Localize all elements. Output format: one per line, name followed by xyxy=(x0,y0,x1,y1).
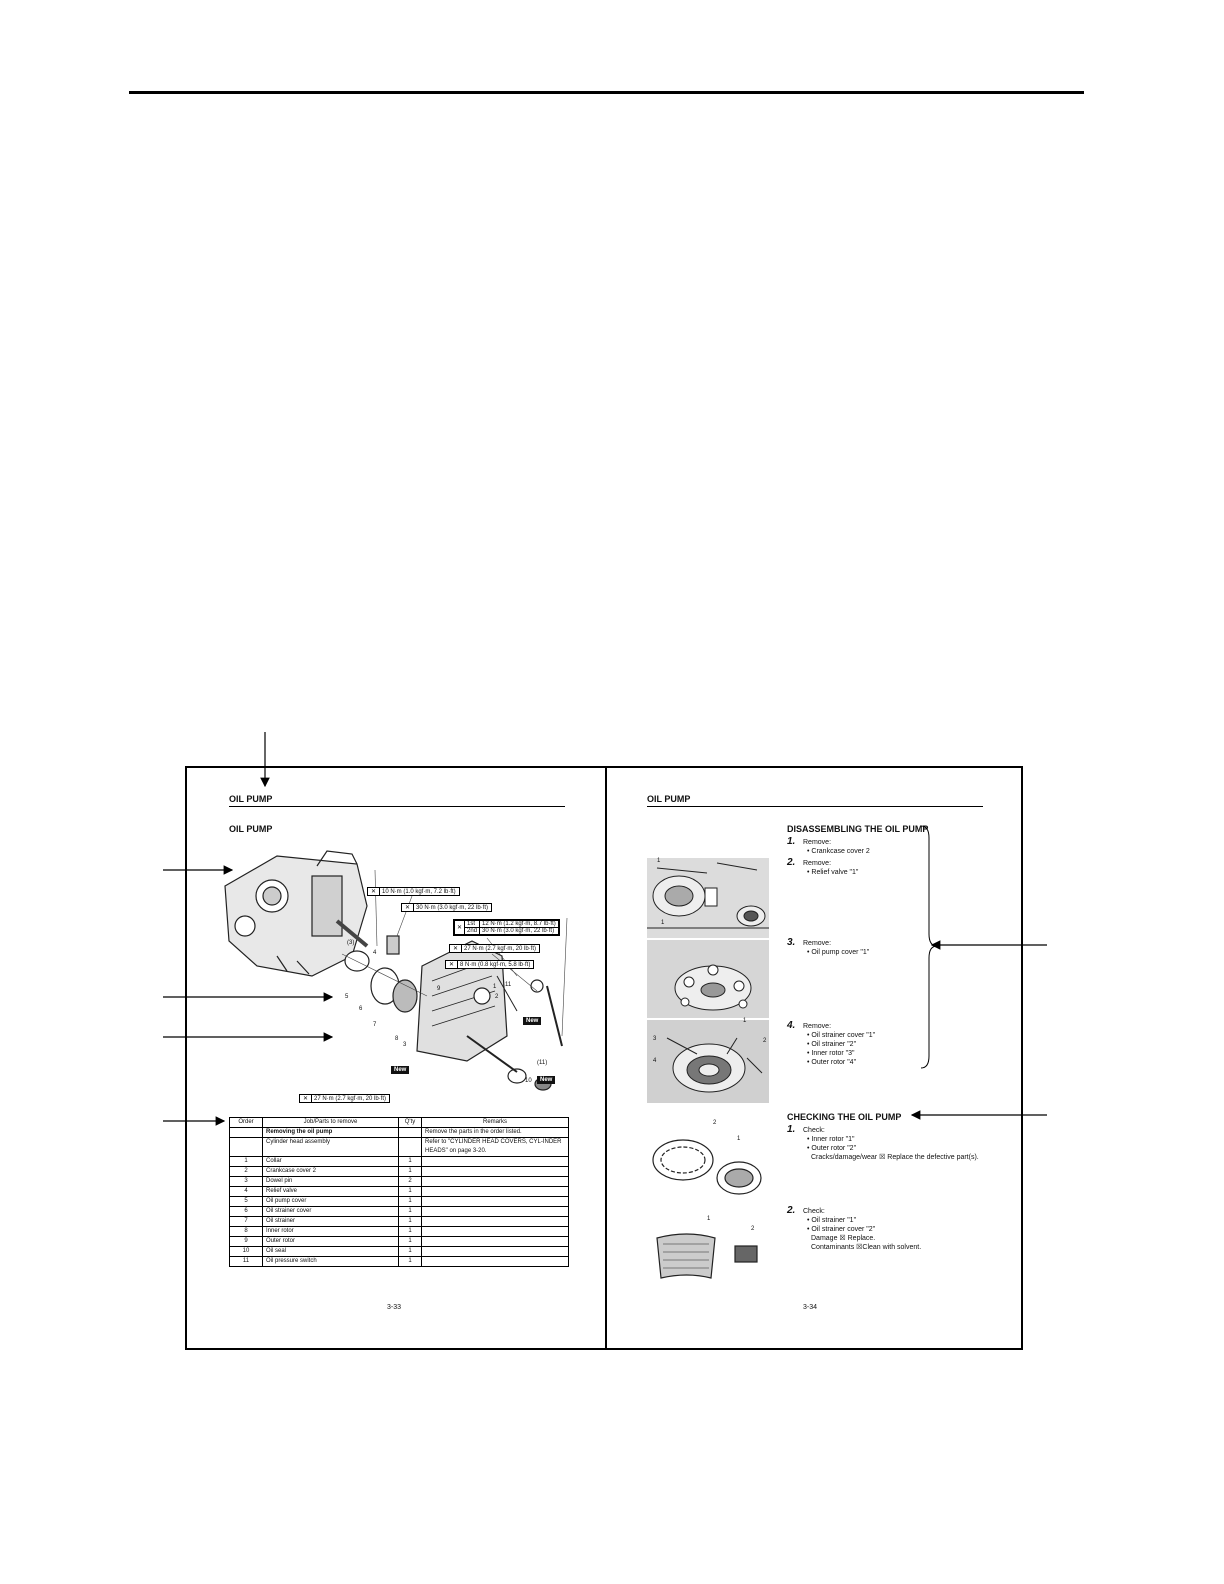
check-2-item-2: • Oil strainer cover "2" xyxy=(807,1225,987,1234)
right-header-rule xyxy=(647,806,983,807)
step-2-item-1: • Relief valve "1" xyxy=(807,868,858,877)
table-row xyxy=(230,1138,569,1157)
crankcase-cover-drawing xyxy=(417,941,507,1061)
step-1-label: Remove: xyxy=(803,839,832,846)
step-3-label: Remove: xyxy=(803,940,832,947)
step-3-num: 3. xyxy=(787,937,796,948)
torque-spec-4: ✕ 8 N·m (0.8 kgf·m, 5.8 lb·ft) xyxy=(445,960,534,969)
order-cell xyxy=(230,1138,263,1157)
callout-10: 10 xyxy=(525,1078,532,1084)
order-cell: 1 xyxy=(230,1157,263,1167)
part-cell: Inner rotor xyxy=(263,1227,399,1237)
photo-rotors xyxy=(647,1020,769,1103)
part-cell: Collar xyxy=(263,1157,399,1167)
step-2-label: Remove: xyxy=(803,860,832,867)
remarks-cell xyxy=(422,1157,569,1167)
remarks-cell: Refer to "CYLINDER HEAD COVERS, CYL-INDER HEADS" on page 3-20. xyxy=(422,1138,569,1157)
remarks-cell xyxy=(422,1177,569,1187)
callout-11-count: (11) xyxy=(537,1060,548,1066)
order-cell: 10 xyxy=(230,1247,263,1257)
col-order: Order xyxy=(230,1118,263,1128)
check-2-item-1: • Oil strainer "1" xyxy=(807,1216,987,1225)
part-cell: Crankcase cover 2 xyxy=(263,1167,399,1177)
qty-cell: 1 xyxy=(399,1227,422,1237)
table-row xyxy=(230,1247,569,1257)
order-cell: 4 xyxy=(230,1187,263,1197)
new-tag-1: New xyxy=(523,1017,541,1025)
step-2-num: 2. xyxy=(787,857,796,868)
remarks-cell xyxy=(422,1257,569,1267)
photo-label-8: 1 xyxy=(737,1136,741,1142)
parts-removal-table xyxy=(229,1117,569,1267)
torque-spec-3: ✕ 27 N·m (2.7 kgf·m, 20 lb·ft) xyxy=(449,944,540,953)
callout-2: 2 xyxy=(495,994,499,1000)
callout-7: 7 xyxy=(373,1022,377,1028)
part-cell: Oil pressure switch xyxy=(263,1257,399,1267)
new-tag-2: New xyxy=(391,1066,409,1074)
col-remarks: Remarks xyxy=(422,1118,569,1128)
part-cell: Outer rotor xyxy=(263,1237,399,1247)
qty-cell: 1 xyxy=(399,1257,422,1267)
disassembly-brace xyxy=(919,824,939,1070)
order-cell: 9 xyxy=(230,1237,263,1247)
qty-cell: 2 xyxy=(399,1177,422,1187)
qty-cell: 1 xyxy=(399,1247,422,1257)
left-page xyxy=(187,768,605,1348)
order-cell: 8 xyxy=(230,1227,263,1237)
step-4-num: 4. xyxy=(787,1020,796,1031)
right-page-number: 3-34 xyxy=(803,1304,818,1311)
step-1-item-1: • Crankcase cover 2 xyxy=(807,847,870,856)
col-job-parts: Job/Parts to remove xyxy=(263,1118,399,1128)
right-page xyxy=(607,768,1021,1348)
left-header-rule xyxy=(229,806,565,807)
check-2-note: Damage ☒ Replace. xyxy=(811,1235,876,1242)
rotor-set-illustration xyxy=(653,1140,761,1194)
check-1-item-2: • Outer rotor "2" xyxy=(807,1144,987,1153)
photo-crankcase xyxy=(647,858,769,938)
step-4-item-1: • Oil strainer cover "1" xyxy=(807,1031,875,1040)
photo-label-1: 1 xyxy=(657,858,661,864)
order-cell: 3 xyxy=(230,1177,263,1187)
qty-cell xyxy=(399,1128,422,1138)
disassembly-step-4 xyxy=(787,1022,875,1067)
step-3-item-1: • Oil pump cover "1" xyxy=(807,948,869,957)
torque-spec-1-text: 10 N·m (1.0 kgf·m, 7.2 lb·ft) xyxy=(382,889,456,895)
table-row xyxy=(230,1227,569,1237)
torque-spec-3-text: 27 N·m (2.7 kgf·m, 20 lb·ft) xyxy=(464,946,537,952)
checking-step-1 xyxy=(787,1126,987,1162)
photo-label-3: 1 xyxy=(743,1018,747,1024)
part-cell: Oil strainer cover xyxy=(263,1207,399,1217)
col-qty: Q'ty xyxy=(399,1118,422,1128)
part-cell: Cylinder head assembly xyxy=(263,1138,399,1157)
disassembly-step-2 xyxy=(787,859,858,877)
checking-step-2 xyxy=(787,1207,987,1252)
left-page-subheader: OIL PUMP xyxy=(229,824,273,834)
remarks-cell xyxy=(422,1167,569,1177)
qty-cell: 1 xyxy=(399,1187,422,1197)
remarks-cell xyxy=(422,1197,569,1207)
table-row xyxy=(230,1197,569,1207)
remarks-cell xyxy=(422,1227,569,1237)
part-cell: Oil seal xyxy=(263,1247,399,1257)
torque-spec-2: ✕ 30 N·m (3.0 kgf·m, 22 lb·ft) xyxy=(401,903,492,912)
order-cell: 11 xyxy=(230,1257,263,1267)
qty-cell: 1 xyxy=(399,1157,422,1167)
callout-3-count: (3) xyxy=(347,940,355,946)
part-cell: Oil strainer xyxy=(263,1217,399,1227)
remarks-cell xyxy=(422,1187,569,1197)
table-row xyxy=(230,1217,569,1227)
step-4-item-2: • Oil strainer "2" xyxy=(807,1040,875,1049)
check-2-label: Check: xyxy=(803,1208,825,1215)
new-tag-3: New xyxy=(537,1076,555,1084)
step-4-item-3: • Inner rotor "3" xyxy=(807,1049,875,1058)
table-row xyxy=(230,1257,569,1267)
torque-spec-1: ✕ 10 N·m (1.0 kgf·m, 7.2 lb·ft) xyxy=(367,887,460,896)
torque-step-2-label: 2nd xyxy=(465,928,480,935)
order-cell: 7 xyxy=(230,1217,263,1227)
table-row xyxy=(230,1157,569,1167)
remarks-cell xyxy=(422,1207,569,1217)
disassembly-photos xyxy=(647,858,769,1103)
left-page-header: OIL PUMP xyxy=(229,794,273,804)
callout-6: 6 xyxy=(359,1006,363,1012)
check-1-num: 1. xyxy=(787,1124,796,1135)
torque-steps: ✕ 1st 12 N·m (1.2 kgf·m, 8.7 lb·ft) 2nd 30 N·m (3.0 kgf·m, 22 lb·ft) xyxy=(453,919,560,936)
check-2-num: 2. xyxy=(787,1205,796,1216)
part-cell: Removing the oil pump xyxy=(263,1128,399,1138)
callout-3: 3 xyxy=(403,1042,407,1048)
strainer-illustration xyxy=(657,1234,757,1278)
checking-title: CHECKING THE OIL PUMP xyxy=(787,1112,902,1122)
table-row xyxy=(230,1207,569,1217)
qty-cell: 1 xyxy=(399,1197,422,1207)
photo-label-10: 2 xyxy=(751,1226,755,1232)
check-1-note: Cracks/damage/wear ☒ Replace the defective part(s). xyxy=(811,1154,979,1161)
remarks-cell: Remove the parts in the order listed. xyxy=(422,1128,569,1138)
remarks-cell xyxy=(422,1247,569,1257)
disassembly-step-3 xyxy=(787,939,869,957)
part-cell: Oil pump cover xyxy=(263,1197,399,1207)
photo-label-2: 1 xyxy=(661,920,665,926)
manual-spread xyxy=(185,766,1023,1350)
photo-pump-cover xyxy=(647,940,769,1018)
table-row xyxy=(230,1128,569,1138)
torque-spec-5: ✕ 27 N·m (2.7 kgf·m, 20 lb·ft) xyxy=(299,1094,390,1103)
callout-1: 1 xyxy=(493,984,497,990)
torque-step-1-label: 1st xyxy=(465,921,480,928)
torque-step-1-value: 12 N·m (1.2 kgf·m, 8.7 lb·ft) xyxy=(480,921,559,928)
callout-4: 4 xyxy=(373,950,377,956)
part-cell: Relief valve xyxy=(263,1187,399,1197)
torque-spec-2-text: 30 N·m (3.0 kgf·m, 22 lb·ft) xyxy=(416,905,489,911)
photo-label-9: 1 xyxy=(707,1216,711,1222)
right-page-header: OIL PUMP xyxy=(647,794,691,804)
qty-cell: 1 xyxy=(399,1207,422,1217)
check-1-label: Check: xyxy=(803,1127,825,1134)
left-page-number: 3-33 xyxy=(387,1304,402,1311)
qty-cell xyxy=(399,1138,422,1157)
table-row xyxy=(230,1167,569,1177)
checking-photos xyxy=(647,1118,769,1298)
order-cell xyxy=(230,1128,263,1138)
callout-9: 9 xyxy=(437,986,441,992)
table-row xyxy=(230,1237,569,1247)
remarks-cell xyxy=(422,1237,569,1247)
order-cell: 5 xyxy=(230,1197,263,1207)
torque-spec-4-text: 8 N·m (0.8 kgf·m, 5.8 lb·ft) xyxy=(460,962,531,968)
step-1-num: 1. xyxy=(787,836,796,847)
part-cell: Dowel pin xyxy=(263,1177,399,1187)
photo-label-4: 3 xyxy=(653,1036,657,1042)
step-4-label: Remove: xyxy=(803,1023,832,1030)
table-row xyxy=(230,1187,569,1197)
callout-8: 8 xyxy=(395,1036,399,1042)
step-4-item-4: • Outer rotor "4" xyxy=(807,1058,875,1067)
qty-cell: 1 xyxy=(399,1217,422,1227)
callout-5: 5 xyxy=(345,994,349,1000)
disassembling-title: DISASSEMBLING THE OIL PUMP xyxy=(787,824,929,834)
disassembly-step-1 xyxy=(787,838,870,856)
callout-11: 11 xyxy=(505,982,512,988)
table-header-row xyxy=(230,1118,569,1128)
check-1-item-1: • Inner rotor "1" xyxy=(807,1135,987,1144)
qty-cell: 1 xyxy=(399,1167,422,1177)
photo-label-6: 4 xyxy=(653,1058,657,1064)
torque-step-2-value: 30 N·m (3.0 kgf·m, 22 lb·ft) xyxy=(480,928,559,935)
top-rule xyxy=(129,91,1084,94)
qty-cell: 1 xyxy=(399,1237,422,1247)
table-row xyxy=(230,1177,569,1187)
order-cell: 6 xyxy=(230,1207,263,1217)
photo-label-7: 2 xyxy=(713,1120,717,1126)
check-2-note-2: Contaminants ☒Clean with solvent. xyxy=(811,1244,922,1251)
order-cell: 2 xyxy=(230,1167,263,1177)
remarks-cell xyxy=(422,1217,569,1227)
photo-label-5: 2 xyxy=(763,1038,767,1044)
torque-spec-5-text: 27 N·m (2.7 kgf·m, 20 lb·ft) xyxy=(314,1096,387,1102)
